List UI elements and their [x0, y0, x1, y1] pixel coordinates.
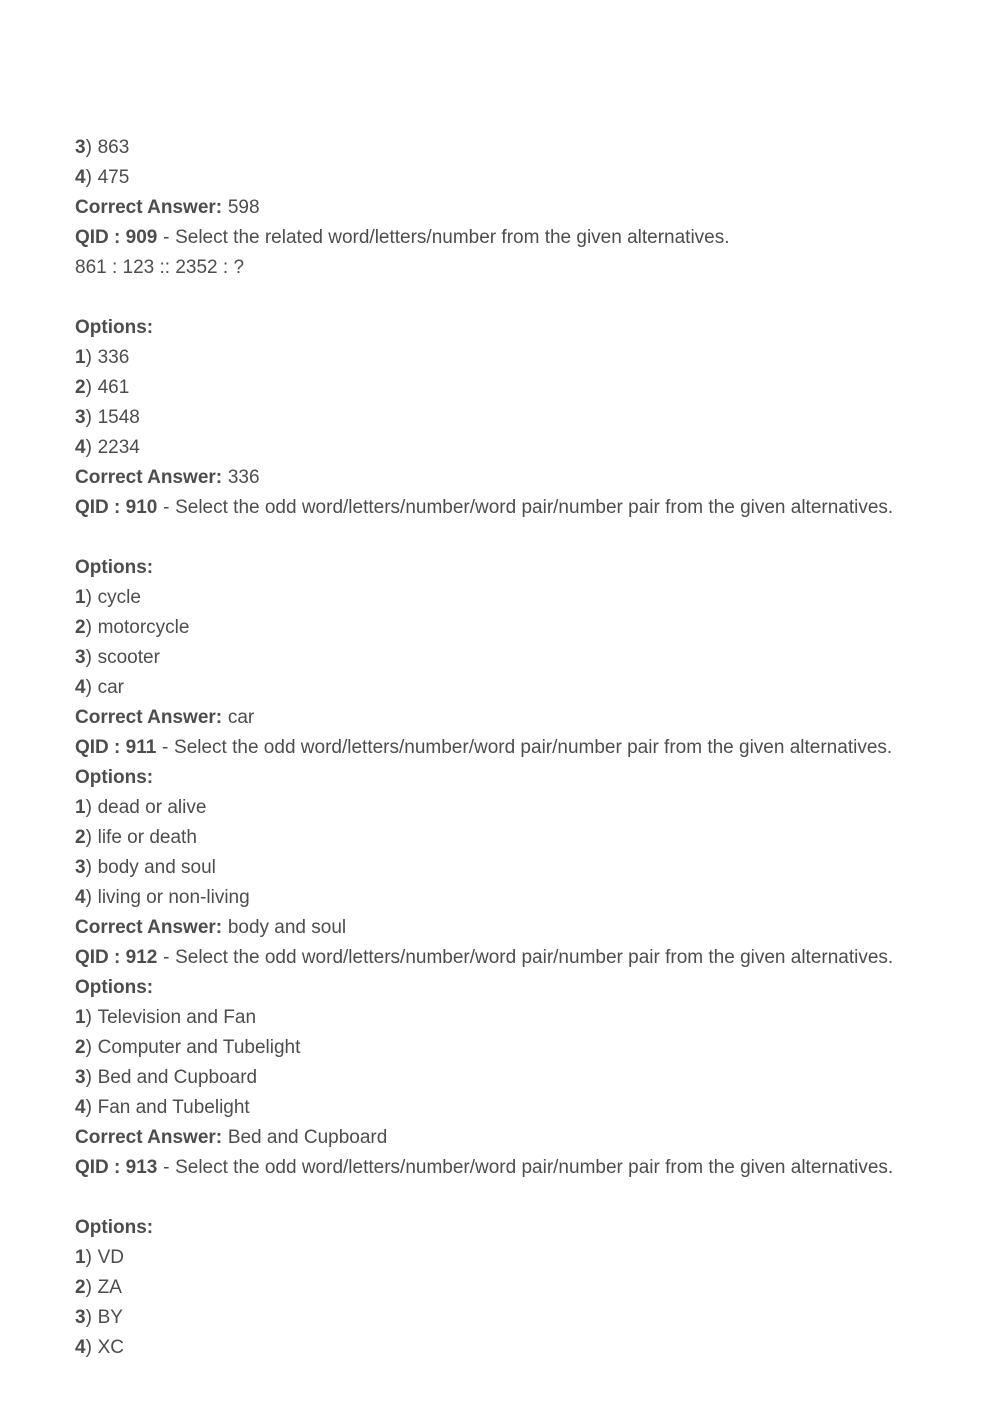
option-paren: )	[85, 167, 92, 188]
qid-label: QID : 912	[75, 947, 158, 968]
option-text: BY	[97, 1307, 123, 1328]
option-text: scooter	[97, 647, 160, 668]
option-number: 1	[75, 1247, 86, 1268]
correct-answer-label: Correct Answer:	[75, 707, 223, 728]
option-number: 1	[75, 1007, 86, 1028]
question-prompt: Select the odd word/letters/number/word pair/number pair from the given alternatives.	[175, 947, 894, 968]
option-line	[75, 1093, 933, 1123]
option-line	[75, 1033, 933, 1063]
option-paren: )	[85, 617, 92, 638]
option-line	[75, 163, 933, 193]
qid-dash: -	[162, 737, 169, 758]
option-paren: )	[85, 1337, 92, 1358]
option-text: motorcycle	[97, 617, 190, 638]
option-line	[75, 1333, 933, 1363]
option-text: Computer and Tubelight	[97, 1037, 301, 1058]
option-paren: )	[85, 827, 92, 848]
correct-answer-label: Correct Answer:	[75, 1127, 223, 1148]
option-text: life or death	[97, 827, 197, 848]
options-label: Options:	[75, 557, 154, 578]
option-number: 4	[75, 1337, 86, 1358]
option-paren: )	[85, 1277, 92, 1298]
option-number: 4	[75, 677, 86, 698]
option-text: 461	[97, 377, 130, 398]
blank-line	[75, 1183, 933, 1213]
correct-answer-line	[75, 193, 933, 223]
correct-answer-value: Bed and Cupboard	[227, 1127, 388, 1148]
option-line	[75, 823, 933, 853]
qid-label: QID : 910	[75, 497, 158, 518]
qid-label: QID : 909	[75, 227, 158, 248]
option-line	[75, 1303, 933, 1333]
question-prompt: Select the related word/letters/number from the given alternatives.	[175, 227, 730, 248]
option-number: 2	[75, 377, 86, 398]
option-text: Bed and Cupboard	[97, 1067, 258, 1088]
option-paren: )	[85, 377, 92, 398]
qid-label: QID : 913	[75, 1157, 158, 1178]
options-label: Options:	[75, 317, 154, 338]
option-number: 2	[75, 1037, 86, 1058]
option-line	[75, 403, 933, 433]
option-line	[75, 583, 933, 613]
correct-answer-line	[75, 1123, 933, 1153]
option-text: 336	[97, 347, 130, 368]
option-text: ZA	[97, 1277, 122, 1298]
option-line	[75, 343, 933, 373]
option-text: 475	[97, 167, 130, 188]
option-paren: )	[85, 1307, 92, 1328]
option-paren: )	[85, 1007, 92, 1028]
option-text: Fan and Tubelight	[97, 1097, 250, 1118]
option-number: 1	[75, 347, 86, 368]
correct-answer-line	[75, 703, 933, 733]
blank-line	[75, 283, 933, 313]
option-line	[75, 853, 933, 883]
option-paren: )	[85, 677, 92, 698]
option-text: living or non-living	[97, 887, 250, 908]
question-913-heading	[75, 1153, 933, 1183]
qid-dash: -	[163, 227, 170, 248]
option-paren: )	[85, 587, 92, 608]
option-line	[75, 1003, 933, 1033]
option-line	[75, 793, 933, 823]
option-number: 4	[75, 437, 86, 458]
correct-answer-label: Correct Answer:	[75, 197, 223, 218]
correct-answer-value: car	[227, 707, 255, 728]
option-line	[75, 883, 933, 913]
question-909-heading	[75, 223, 933, 253]
option-text: dead or alive	[97, 797, 207, 818]
qid-label: QID : 911	[75, 737, 157, 758]
option-number: 4	[75, 887, 86, 908]
option-number: 3	[75, 1067, 86, 1088]
question-prompt: Select the odd word/letters/number/word pair/number pair from the given alternatives.	[174, 737, 893, 758]
question-909-body: 861 : 123 :: 2352 : ?	[75, 257, 245, 278]
option-line	[75, 133, 933, 163]
option-text: body and soul	[97, 857, 216, 878]
option-paren: )	[85, 437, 92, 458]
question-prompt: Select the odd word/letters/number/word pair/number pair from the given alternatives.	[175, 1157, 894, 1178]
option-paren: )	[85, 1037, 92, 1058]
options-label: Options:	[75, 1217, 154, 1238]
options-label: Options:	[75, 767, 154, 788]
correct-answer-line	[75, 913, 933, 943]
option-line	[75, 1273, 933, 1303]
option-text: cycle	[97, 587, 141, 608]
option-paren: )	[85, 1247, 92, 1268]
option-line	[75, 433, 933, 463]
qid-dash: -	[163, 947, 170, 968]
option-line	[75, 613, 933, 643]
option-line	[75, 373, 933, 403]
correct-answer-line	[75, 463, 933, 493]
correct-answer-value: 598	[227, 197, 260, 218]
correct-answer-value: 336	[227, 467, 260, 488]
blank-line	[75, 523, 933, 553]
question-911-heading	[75, 733, 933, 763]
option-number: 1	[75, 797, 86, 818]
option-number: 3	[75, 407, 86, 428]
option-text: VD	[97, 1247, 124, 1268]
correct-answer-label: Correct Answer:	[75, 917, 223, 938]
option-paren: )	[85, 1067, 92, 1088]
qid-dash: -	[163, 1157, 170, 1178]
option-line	[75, 643, 933, 673]
option-text: car	[97, 677, 124, 698]
option-paren: )	[85, 857, 92, 878]
correct-answer-value: body and soul	[227, 917, 347, 938]
correct-answer-label: Correct Answer:	[75, 467, 223, 488]
option-paren: )	[85, 647, 92, 668]
option-line	[75, 1243, 933, 1273]
option-number: 4	[75, 167, 86, 188]
option-paren: )	[85, 887, 92, 908]
option-number: 3	[75, 137, 86, 158]
qid-dash: -	[163, 497, 170, 518]
option-number: 3	[75, 1307, 86, 1328]
option-number: 1	[75, 587, 86, 608]
option-text: 863	[97, 137, 130, 158]
option-number: 2	[75, 617, 86, 638]
option-paren: )	[85, 137, 92, 158]
option-number: 2	[75, 827, 86, 848]
option-paren: )	[85, 407, 92, 428]
option-paren: )	[85, 797, 92, 818]
options-label: Options:	[75, 977, 154, 998]
question-prompt: Select the odd word/letters/number/word pair/number pair from the given alternatives.	[175, 497, 894, 518]
question-912-heading	[75, 943, 933, 973]
option-paren: )	[85, 347, 92, 368]
option-number: 3	[75, 647, 86, 668]
option-number: 4	[75, 1097, 86, 1118]
option-text: XC	[97, 1337, 124, 1358]
question-910-heading	[75, 493, 933, 523]
option-text: 2234	[97, 437, 140, 458]
option-text: 1548	[97, 407, 140, 428]
option-number: 2	[75, 1277, 86, 1298]
option-line	[75, 1063, 933, 1093]
option-number: 3	[75, 857, 86, 878]
option-paren: )	[85, 1097, 92, 1118]
option-line	[75, 673, 933, 703]
option-text: Television and Fan	[97, 1007, 257, 1028]
